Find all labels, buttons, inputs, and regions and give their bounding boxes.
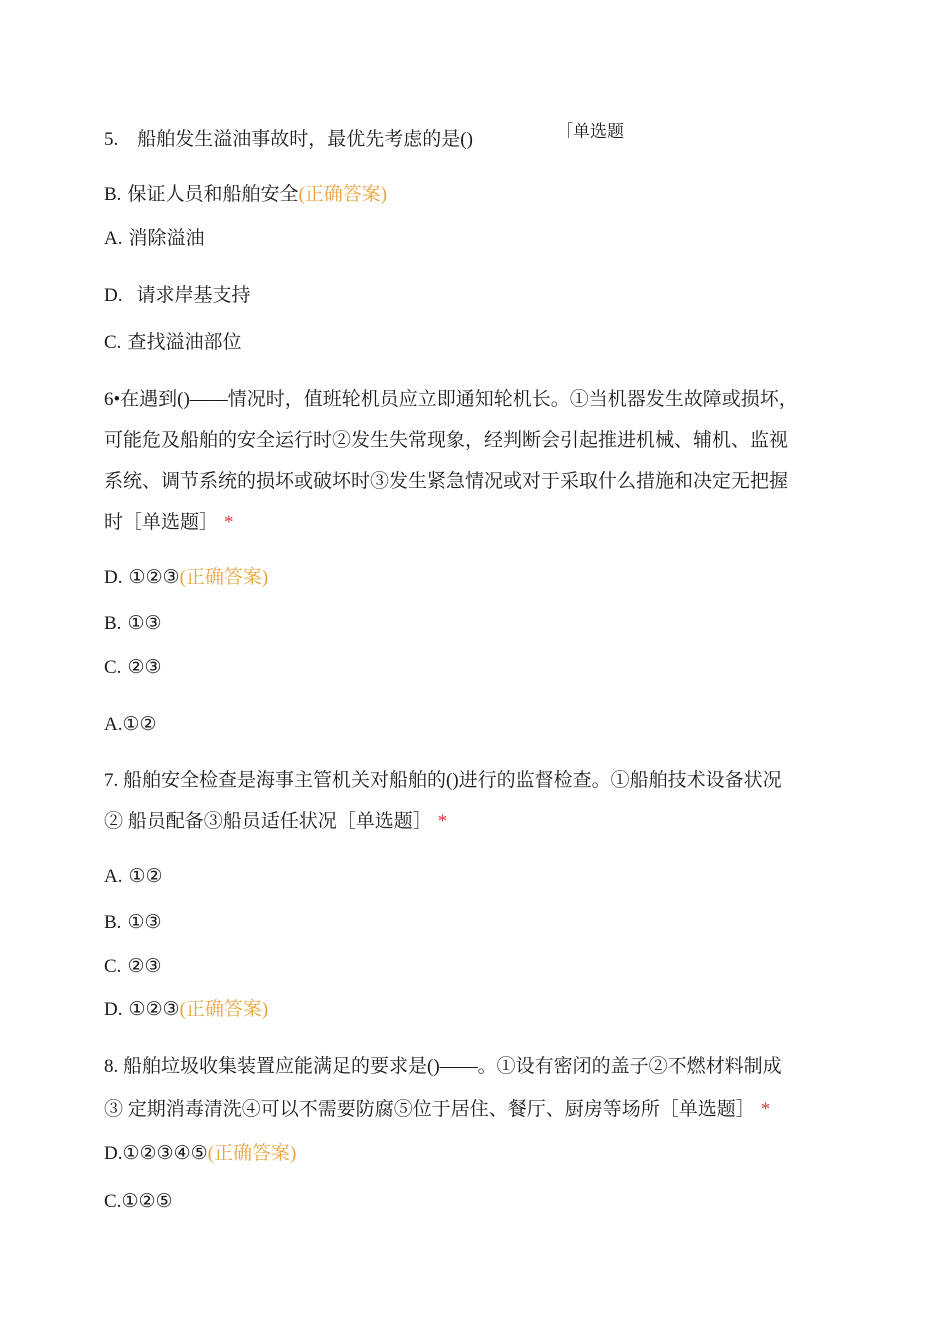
option-label: D.	[104, 285, 123, 306]
question-5-option-a[interactable]	[104, 227, 205, 251]
question-7-stem-line-2	[104, 810, 447, 834]
option-label: B.	[104, 184, 122, 205]
option-text: 保证人员和船舶安全	[127, 184, 299, 205]
question-5-option-c[interactable]	[104, 331, 241, 355]
option-label: A.	[104, 866, 123, 887]
question-8-stem-tail: ③ 定期消毒清洗④可以不需要防腐⑤位于居住、餐厅、厨房等场所［单选题］	[104, 1099, 755, 1120]
correct-answer-mark: (正确答案)	[179, 567, 269, 588]
question-7-option-c[interactable]	[104, 955, 162, 979]
required-star: *	[224, 512, 234, 533]
question-7-option-a[interactable]	[104, 865, 163, 889]
option-label: C.	[104, 657, 122, 678]
option-text: 查找溢油部位	[127, 332, 242, 353]
option-text: ①③	[127, 613, 162, 634]
option-text: ①②	[128, 866, 163, 887]
option-text: ②③	[127, 657, 162, 678]
question-8-option-c[interactable]	[104, 1190, 173, 1214]
option-label: B.	[104, 613, 122, 634]
question-6-stem-line-3: 系统、调节系统的损坏或破坏时③发生紧急情况或对于采取什么措施和决定无把握	[104, 471, 789, 492]
question-7-option-b[interactable]	[104, 911, 162, 935]
option-label: D.	[104, 1143, 123, 1164]
question-5-text: 5. 船舶发生溢油事故时，最优先考虑的是()	[104, 129, 473, 150]
option-text: ①③	[127, 912, 162, 933]
option-text: ①②③④⑤	[122, 1143, 208, 1164]
question-6-option-b[interactable]	[104, 612, 162, 636]
question-8-stem-line-1: 8. 船舶垃圾收集装置应能满足的要求是()——。①设有密闭的盖子②不燃材料制成	[104, 1056, 782, 1077]
option-text: 消除溢油	[128, 228, 205, 249]
option-text: ①②③	[128, 999, 180, 1020]
required-star: *	[437, 811, 448, 832]
question-6-stem-line-2: 可能危及船舶的安全运行时②发生失常现象，经判断会引起推进机械、辅机、监视	[104, 430, 789, 451]
option-text: ①②③	[128, 567, 180, 588]
option-label: D.	[104, 567, 123, 588]
question-6-stem-line-1: 6•在遇到()——情况时，值班轮机员应立即通知轮机长。①当机器发生故障或损坏，	[104, 389, 798, 410]
option-label: C.	[104, 956, 122, 977]
correct-answer-mark: (正确答案)	[298, 184, 388, 205]
option-label: B.	[104, 912, 122, 933]
option-label: D.	[104, 999, 123, 1020]
question-6-option-c[interactable]	[104, 656, 162, 680]
option-text: ①②⑤	[121, 1191, 173, 1212]
correct-answer-mark: (正确答案)	[179, 999, 269, 1020]
question-5-type-tag: ［单选题	[556, 122, 624, 138]
question-5-option-b[interactable]	[104, 183, 387, 207]
option-label: A.	[104, 228, 123, 249]
question-6-option-d[interactable]	[104, 566, 268, 590]
option-text: ①②	[122, 714, 157, 735]
question-5-stem	[104, 128, 473, 152]
question-8-option-d[interactable]	[104, 1142, 296, 1166]
question-5-option-d[interactable]	[104, 284, 251, 308]
question-6-stem-tail: 时［单选题］	[104, 512, 219, 533]
option-text: 请求岸基支持	[136, 285, 251, 306]
option-text: ②③	[127, 956, 162, 977]
question-7-stem-tail: ② 船员配备③船员适任状况［单选题］	[104, 811, 432, 832]
question-7-stem-line-1: 7. 船舶安全检查是海事主管机关对船舶的()进行的监督检查。①船舶技术设备状况	[104, 770, 782, 791]
question-8-stem-line-2	[104, 1098, 770, 1122]
question-7-option-d[interactable]	[104, 998, 268, 1022]
option-label: C.	[104, 332, 122, 353]
option-label: A.	[104, 714, 123, 735]
option-label: C.	[104, 1191, 122, 1212]
required-star: *	[760, 1099, 771, 1120]
question-6-option-a[interactable]	[104, 713, 157, 737]
correct-answer-mark: (正确答案)	[207, 1143, 297, 1164]
question-6-stem-line-4	[104, 511, 234, 535]
